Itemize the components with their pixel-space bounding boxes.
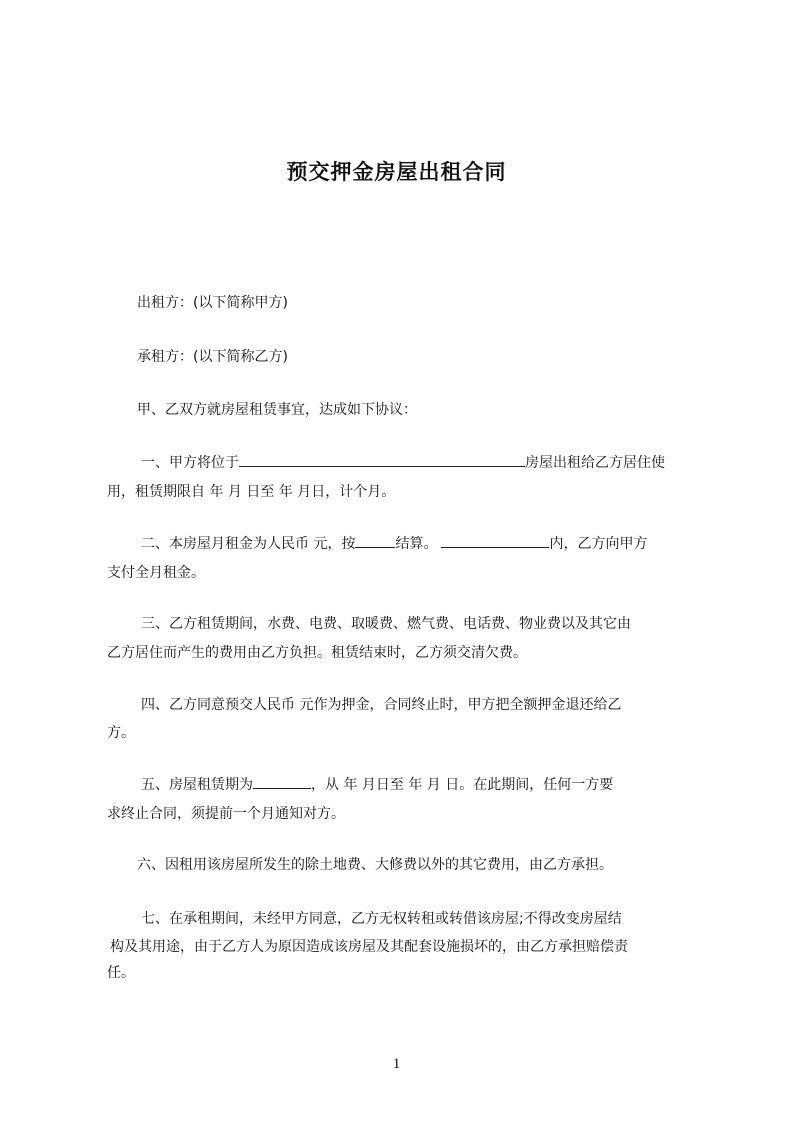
clause-2-text-b: 结算。 [395,536,438,552]
clause-3-line-1: 三、乙方租赁期间，水费、电费、取暖费、燃气费、电话费、物业费以及其它由 [141,616,631,632]
clause-2-line-1 [141,533,647,553]
clause-1-text-b: 房屋出租给乙方居住使 [525,455,665,471]
page-number: 1 [392,1056,401,1072]
clause-4-line-2: 方。 [107,725,135,741]
clause-6: 六、因租用该房屋所发生的除土地费、大修费以外的其它费用，由乙方承担。 [137,857,613,873]
clause-2-line-2: 支付全月租金。 [107,565,205,581]
clause-1-line-2: 用，租赁期限自 年 月 日至 年 月日，计个月。 [107,484,396,500]
lessor-line: 出租方：(以下简称甲方) [137,295,288,311]
payment-deadline-blank[interactable] [441,534,549,548]
clause-5-text-a: 五、房屋租赁期为 [141,777,253,793]
clause-3-line-2: 乙方居住而产生的费用由乙方负担。租赁结束时，乙方须交清欠费。 [107,645,527,661]
clause-2-text-a: 二、本房屋月租金为人民币 元，按 [141,536,356,552]
clause-5-text-b: ，从 年 月日至 年 月 日。在此期间，任何一方要 [311,777,614,793]
lessee-line: 承租方：(以下简称乙方) [137,349,288,365]
lease-term-blank[interactable] [253,775,311,789]
clause-7-line-2: 构及其用途，由于乙方人为原因造成该房屋及其配套设施损坏的，由乙方承担赔偿责 [110,939,628,955]
property-address-blank[interactable] [239,453,525,467]
clause-5-line-1 [141,774,613,794]
settlement-period-blank[interactable] [355,534,395,548]
clause-1-line-1 [141,452,665,472]
clause-5-line-2: 求终止合同，须提前一个月通知对方。 [107,806,345,822]
clause-7-line-3: 任。 [107,965,135,981]
clause-2-text-c: 内，乙方向甲方 [549,536,648,552]
clause-1-text-a: 一、甲方将位于 [141,455,239,471]
document-title: 预交押金房屋出租合同 [286,160,507,185]
clause-7-line-1: 七、在承租期间，未经甲方同意，乙方无权转租或转借该房屋;不得改变房屋结 [141,911,622,927]
clause-4-line-1: 四、乙方同意预交人民币 元作为押金，合同终止时，甲方把全额押金退还给乙 [141,697,622,713]
preamble: 甲、乙双方就房屋租赁事宜，达成如下协议： [137,402,417,418]
